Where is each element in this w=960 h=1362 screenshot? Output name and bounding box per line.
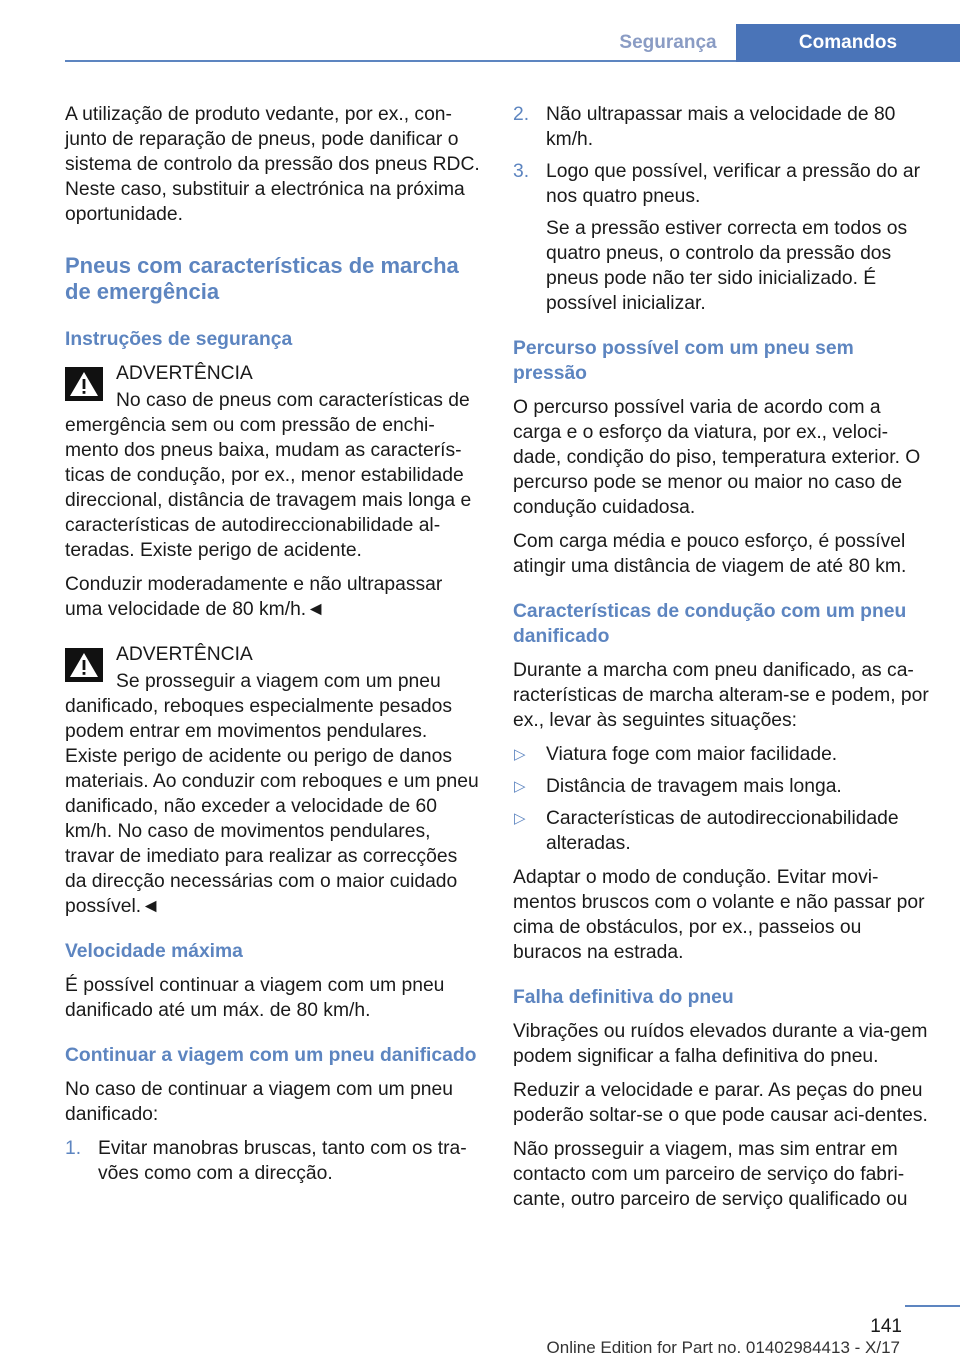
adapt-text: Adaptar o modo de condução. Evitar movi-mentos bruscos com o volante e não passar por cima de obstáculos, por ex., passeios ou buracos na estrada.	[513, 867, 925, 963]
handling-heading: Características de condução com um pneu danificado	[513, 601, 907, 647]
failure-text: Vibrações ou ruídos elevados durante a via-gem podem significar a falha definitiva do pneu.	[513, 1021, 928, 1067]
bullet-text: Viatura foge com maior facilidade.	[546, 744, 838, 765]
warning-title: ADVERTÊNCIA	[116, 363, 253, 384]
list-item	[513, 806, 931, 856]
triangle-bullet-icon: ▷	[514, 746, 526, 763]
list-item	[513, 774, 931, 799]
list-item	[513, 742, 931, 767]
bullet-text: Distância de travagem mais longa.	[546, 776, 842, 797]
bullet-text: Características de autodireccionabilidade alteradas.	[546, 808, 899, 854]
page-number: 141	[870, 1316, 902, 1337]
footer-rule	[905, 1305, 960, 1307]
warning-block-2	[65, 642, 480, 919]
continue-text: No caso de continuar a viagem com um pneu danificado:	[65, 1079, 453, 1125]
warning-action: Conduzir moderadamente e não ultrapassar uma velocidade de 80 km/h.◄	[65, 574, 443, 620]
list-item	[513, 102, 931, 152]
failure-text: Reduzir a velocidade e parar. As peças do pneu poderão soltar-se o que pode causar aci-dentes.	[513, 1080, 928, 1126]
step-number: 3.	[513, 161, 530, 182]
step-number: 2.	[513, 104, 530, 125]
warning-text: No caso de pneus com características de emergência sem ou com pressão de enchi-mento dos pneus baixa, mudam as caracterís-ticas de condução, por ex., menor estabilidade direccional, distância de travagem mais longa e características de autodireccionabilidade al-teradas. Existe perigo de acidente.	[65, 390, 472, 561]
tab-controls[interactable]: Comandos	[736, 24, 960, 62]
step-text: Logo que possível, verificar a pressão do ar nos quatro pneus.	[546, 161, 921, 207]
right-column	[513, 102, 931, 1221]
step-number: 1.	[65, 1138, 82, 1159]
list-item	[65, 1136, 480, 1186]
warning-title: ADVERTÊNCIA	[116, 644, 253, 665]
warning-triangle-icon	[65, 367, 103, 401]
list-item	[513, 159, 931, 316]
edition-note: Online Edition for Part no. 01402984413 - X/17	[546, 1338, 900, 1357]
warning-triangle-icon	[65, 648, 103, 682]
step-subtext: Se a pressão estiver correcta em todos os quatro pneus, o controlo da pressão dos pneus pode não ter sido inicializado. É possível inicializar.	[546, 218, 908, 314]
failure-text: Não prosseguir a viagem, mas sim entrar em contacto com um parceiro de serviço do fabri-cante, outro parceiro de serviço qualificado ou	[513, 1139, 908, 1210]
warning-block-1	[65, 361, 480, 563]
section-title: Pneus com características de marcha de emergência	[65, 253, 459, 304]
steps-list-right	[513, 102, 931, 316]
steps-list-left	[65, 1136, 480, 1186]
left-column	[65, 102, 480, 1195]
safety-heading: Instruções de segurança	[65, 329, 293, 350]
tab-safety[interactable]: Segurança	[619, 32, 717, 53]
range-heading: Percurso possível com um pneu sem pressão	[513, 338, 854, 384]
handling-text: Durante a marcha com pneu danificado, as ca-racterísticas de marcha alteram-se e podem, por ex., levar às seguintes situações:	[513, 660, 929, 731]
range-text: O percurso possível varia de acordo com a carga e o esforço da viatura, por ex., veloci-dade, condição do piso, temperatura exterior. O percurso pode se menor ou maior no caso de condução cuidadosa.	[513, 397, 921, 518]
max-speed-text: É possível continuar a viagem com um pneu danificado até um máx. de 80 km/h.	[65, 975, 445, 1021]
intro-paragraph: A utilização de produto vedante, por ex., con-junto de reparação de pneus, pode danificar o sistema de controlo da pressão dos pneus RDC. Neste caso, substituir a electrónica na próxima oportunidade.	[65, 104, 480, 225]
range-text: Com carga média e pouco esforço, é possível atingir uma distância de viagem de até 80 km.	[513, 531, 907, 577]
max-speed-heading: Velocidade máxima	[65, 941, 243, 962]
step-text: Evitar manobras bruscas, tanto com os tra-vões como com a direcção.	[98, 1138, 467, 1184]
failure-heading: Falha definitiva do pneu	[513, 987, 734, 1008]
step-text: Não ultrapassar mais a velocidade de 80 km/h.	[546, 104, 896, 150]
triangle-bullet-icon: ▷	[514, 810, 526, 827]
triangle-bullet-icon: ▷	[514, 778, 526, 795]
bullet-list	[513, 742, 931, 856]
warning-text: Se prosseguir a viagem com um pneu danificado, reboques especialmente pesados podem entrar em movimentos pendulares. Existe perigo de acidente ou perigo de danos materiais. Ao conduzir com reboques e um pneu danificado, não exceder a velocidade de 60 km/h. No caso de movimentos pendulares, travar de imediato para realizar as correcções da direcção necessárias com o maior cuidado possível.◄	[65, 671, 479, 917]
continue-heading: Continuar a viagem com um pneu danificado	[65, 1045, 477, 1066]
